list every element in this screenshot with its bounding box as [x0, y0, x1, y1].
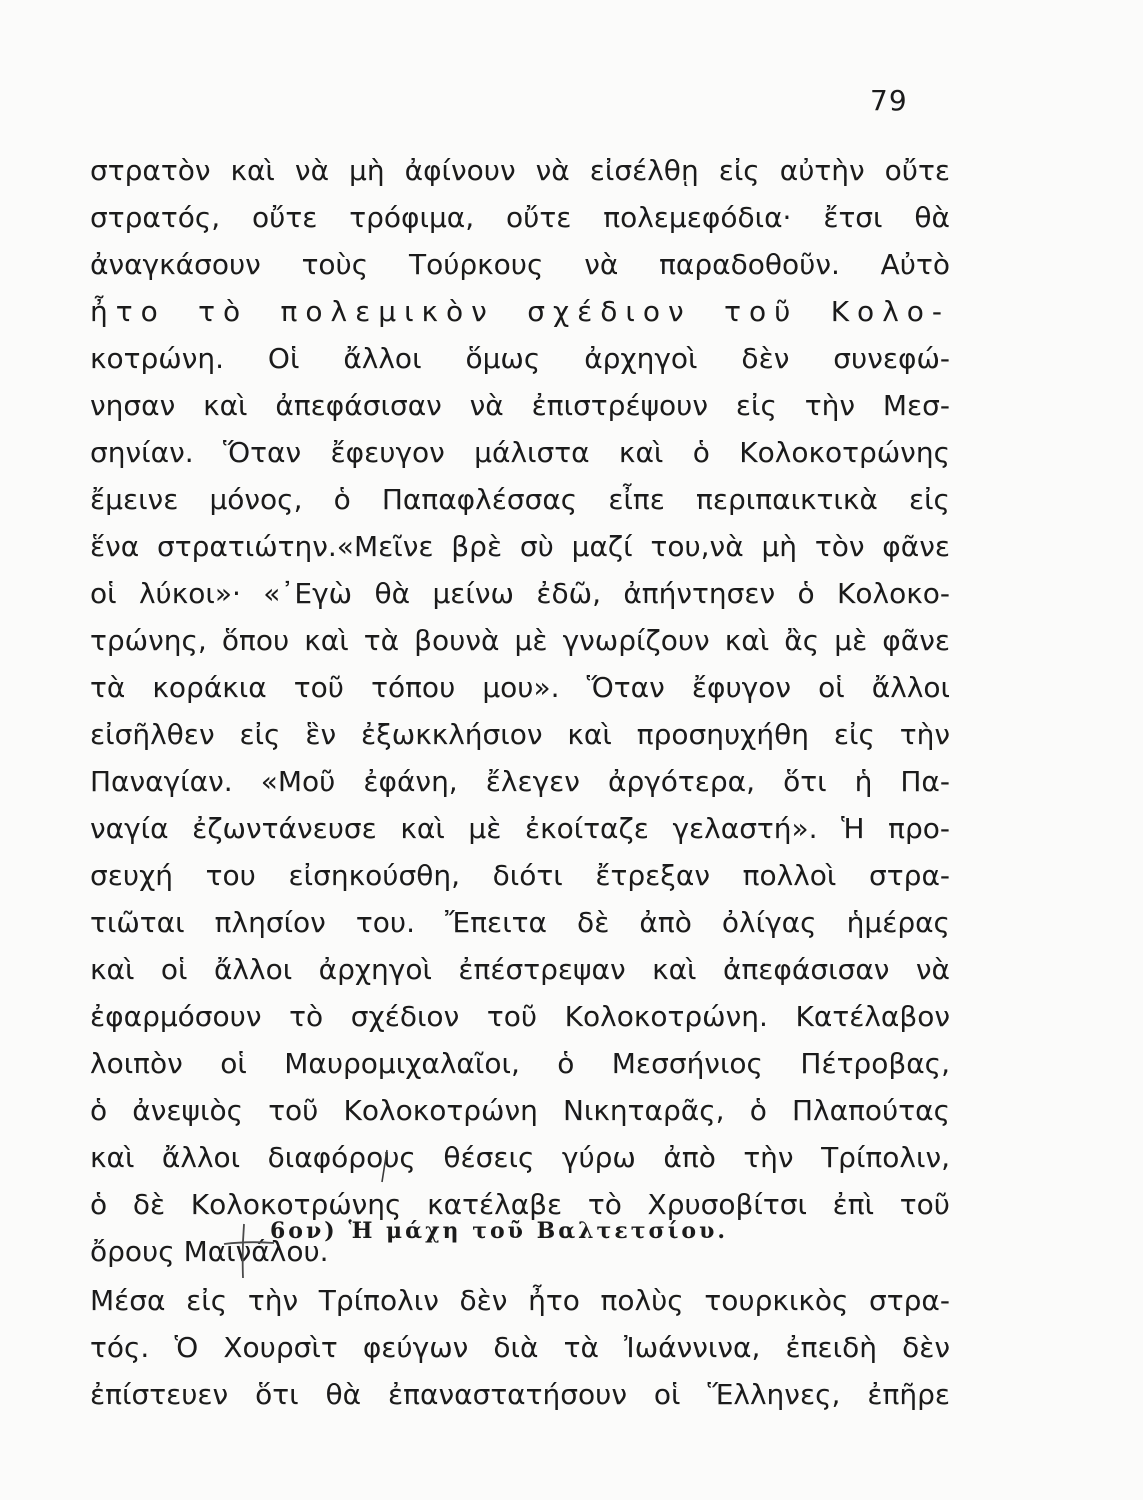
- text-line: σευχή του εἰσηκούσθη, διότι ἔτρεξαν πολλοὶ στρα-: [90, 859, 950, 892]
- text-line: Παναγίαν. «Μοῦ ἐφάνη, ἔλεγεν ἀργότερα, ὅτι ἡ Πα-: [90, 765, 950, 798]
- text-line: στρατὸν καὶ νὰ μὴ ἀφίνουν νὰ εἰσέλθῃ εἰς αὐτὴν οὔτε: [90, 154, 950, 187]
- text-line: ὁ δὲ Κολοκοτρώνης κατέλαβε τὸ Χρυσοβίτσι ἐπὶ τοῦ: [90, 1188, 950, 1221]
- text-line: ἐφαρμόσουν τὸ σχέδιον τοῦ Κολοκοτρώνη. Κατέλαβον: [90, 1000, 950, 1033]
- text-line: σηνίαν. Ὅταν ἔφευγον μάλιστα καὶ ὁ Κολοκοτρώνης: [90, 436, 950, 469]
- text-line: τρώνης, ὅπου καὶ τὰ βουνὰ μὲ γνωρίζουν καὶ ἂς μὲ φᾶνε: [90, 624, 950, 657]
- text-line: λοιπὸν οἱ Μαυρομιχαλαῖοι, ὁ Μεσσήνιος Πέτροβας,: [90, 1047, 950, 1080]
- text-line: καὶ ἄλλοι διαφόρους θέσεις γύρω ἀπὸ τὴν Τρίπολιν,: [90, 1141, 950, 1174]
- text-line: κοτρώνη. Οἱ ἄλλοι ὅμως ἀρχηγοὶ δὲν συνεφώ-: [90, 342, 950, 375]
- text-line: ἀναγκάσουν τοὺς Τούρκους νὰ παραδοθοῦν. Αὐτὸ: [90, 248, 950, 281]
- text-line: ναγία ἐζωντάνευσε καὶ μὲ ἐκοίταζε γελαστή». Ἡ προ-: [90, 812, 950, 845]
- text-line: εἰσῆλθεν εἰς ἓν ἐξωκκλήσιον καὶ προσηυχήθη εἰς τὴν: [90, 718, 950, 751]
- text-line: ὁ ἀνεψιὸς τοῦ Κολοκοτρώνη Νικηταρᾶς, ὁ Πλαπούτας: [90, 1094, 950, 1127]
- text-line: νησαν καὶ ἀπεφάσισαν νὰ ἐπιστρέψουν εἰς τὴν Μεσ-: [90, 389, 950, 422]
- text-line: ὄρους Μαινάλου.: [90, 1235, 329, 1268]
- page-number: 79: [870, 84, 908, 117]
- text-line: ἕνα στρατιώτην.«Μεῖνε βρὲ σὺ μαζί του,νὰ μὴ τὸν φᾶνε: [90, 530, 950, 563]
- pen-mark-icon: [378, 1148, 390, 1184]
- text-line: τιῶται πλησίον του. Ἔπειτα δὲ ἀπὸ ὀλίγας ἡμέρας: [90, 906, 950, 939]
- text-line: ἔμεινε μόνος, ὁ Παπαφλέσσας εἶπε περιπαικτικὰ εἰς: [90, 483, 950, 516]
- text-line: στρατός, οὔτε τρόφιμα, οὔτε πολεμεφόδια· ἔτσι θὰ: [90, 201, 950, 234]
- cross-mark-icon: [218, 1220, 278, 1280]
- section-heading: 6ον) Ἡ μάχη τοῦ Βαλτετσίου.: [270, 1218, 728, 1244]
- text-line: Μέσα εἰς τὴν Τρίπολιν δὲν ἦτο πολὺς τουρκικὸς στρα-: [90, 1284, 950, 1317]
- text-line: τός. Ὁ Χουρσὶτ φεύγων διὰ τὰ Ἰωάννινα, ἐπειδὴ δὲν: [90, 1331, 950, 1364]
- text-line: καὶ οἱ ἄλλοι ἀρχηγοὶ ἐπέστρεψαν καὶ ἀπεφάσισαν νὰ: [90, 953, 950, 986]
- text-line: οἱ λύκοι»· «᾿Εγὼ θὰ μείνω ἐδῶ, ἀπήντησεν ὁ Κολοκο-: [90, 577, 950, 610]
- text-line: ἦτο τὸ πολεμικὸν σχέδιον τοῦ Κολο-: [90, 295, 950, 328]
- text-line: ἐπίστευεν ὅτι θὰ ἐπαναστατήσουν οἱ Ἕλληνες, ἐπῆρε: [90, 1378, 950, 1411]
- text-line: τὰ κοράκια τοῦ τόπου μου». Ὅταν ἔφυγον οἱ ἄλλοι: [90, 671, 950, 704]
